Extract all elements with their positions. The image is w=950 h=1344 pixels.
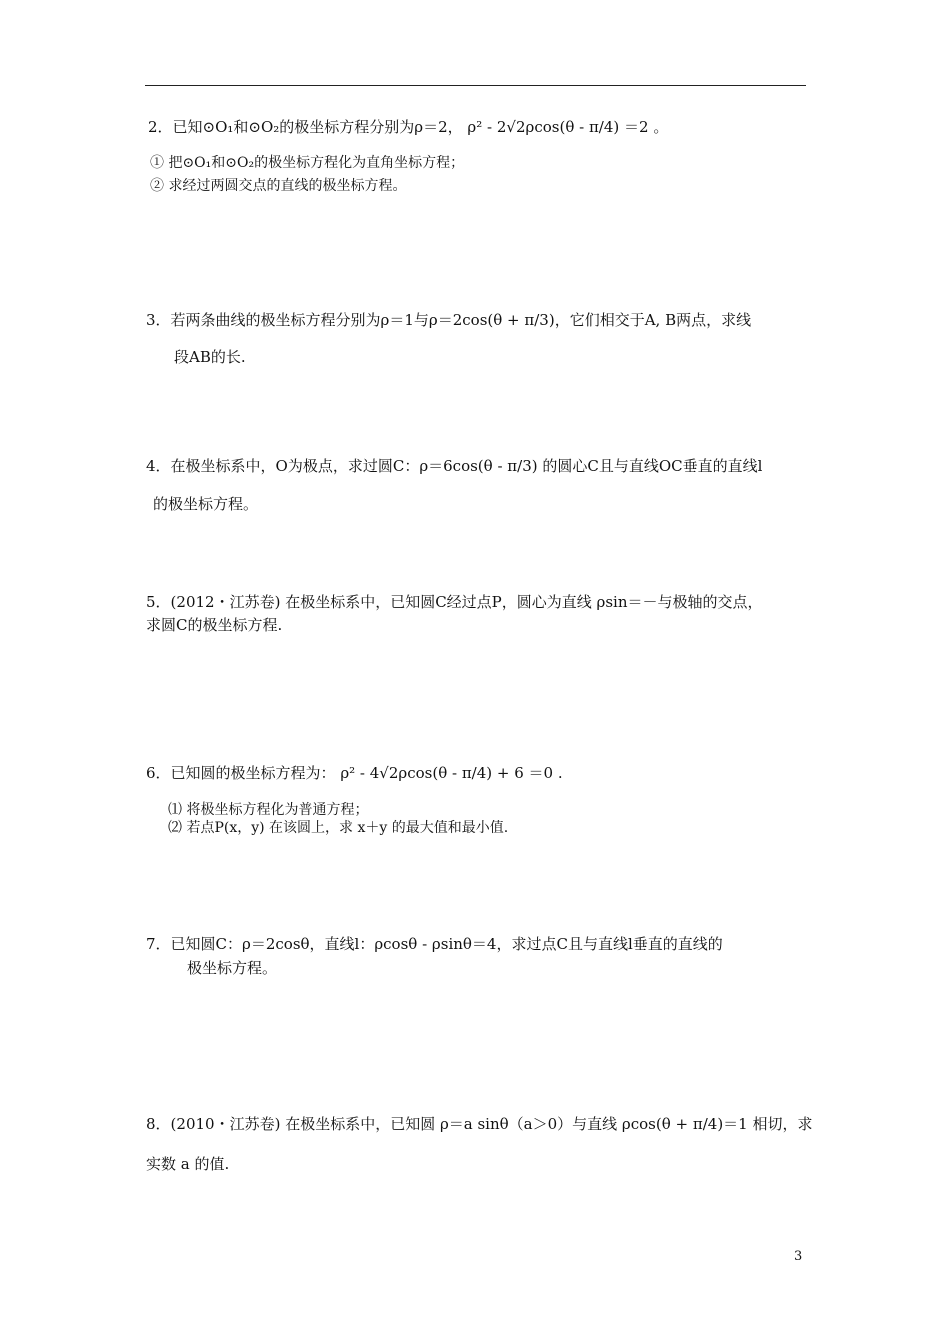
problem-2-line-3: ② 求经过两圆交点的直线的极坐标方程。 [150, 178, 407, 194]
problem-5-line-2: 求圆C的极坐标方程. [146, 616, 283, 634]
problem-6-line-2: ⑴ 将极坐标方程化为普通方程； [168, 802, 369, 818]
problem-4-line-2: 的极坐标方程。 [153, 495, 259, 513]
problem-3-line-2: 段AB的长. [174, 348, 246, 366]
problem-3-line-1: 3．若两条曲线的极坐标方程分别为ρ＝1与ρ＝2cos(θ + π/3)，它们相交于A, B两点，求线 [146, 311, 752, 329]
problem-8-line-1: 8．(2010・江苏卷) 在极坐标系中，已知圆 ρ＝a sinθ（a＞0）与直线 ρcos(θ + π/4)＝1 相切，求 [146, 1115, 813, 1133]
page-number: 3 [794, 1249, 803, 1264]
problem-2-line-2: ① 把⊙O₁和⊙O₂的极坐标方程化为直角坐标方程； [150, 155, 465, 171]
problem-6-line-3: ⑵ 若点P(x，y) 在该圆上，求 x＋y 的最大值和最小值. [168, 820, 509, 836]
problem-5-line-1: 5．(2012・江苏卷) 在极坐标系中，已知圆C经过点P，圆心为直线 ρsin＝－与极轴的交点， [146, 593, 763, 611]
problem-2-line-1: 2．已知⊙O₁和⊙O₂的极坐标方程分别为ρ＝2， ρ² - 2√2ρcos(θ - π/4) ＝2 。 [148, 118, 669, 136]
problem-7-line-1: 7．已知圆C：ρ＝2cosθ，直线l：ρcosθ - ρsinθ＝4，求过点C且与直线l垂直的直线的 [146, 935, 723, 953]
problem-7-line-2: 极坐标方程。 [187, 959, 278, 977]
header-rule [145, 85, 806, 86]
problem-4-line-1: 4．在极坐标系中，O为极点，求过圆C：ρ＝6cos(θ - π/3) 的圆心C且与直线OC垂直的直线l [146, 457, 763, 475]
problem-8-line-2: 实数 a 的值. [146, 1155, 230, 1173]
problem-6-line-1: 6．已知圆的极坐标方程为： ρ² - 4√2ρcos(θ - π/4) + 6 ＝0 . [146, 764, 563, 782]
